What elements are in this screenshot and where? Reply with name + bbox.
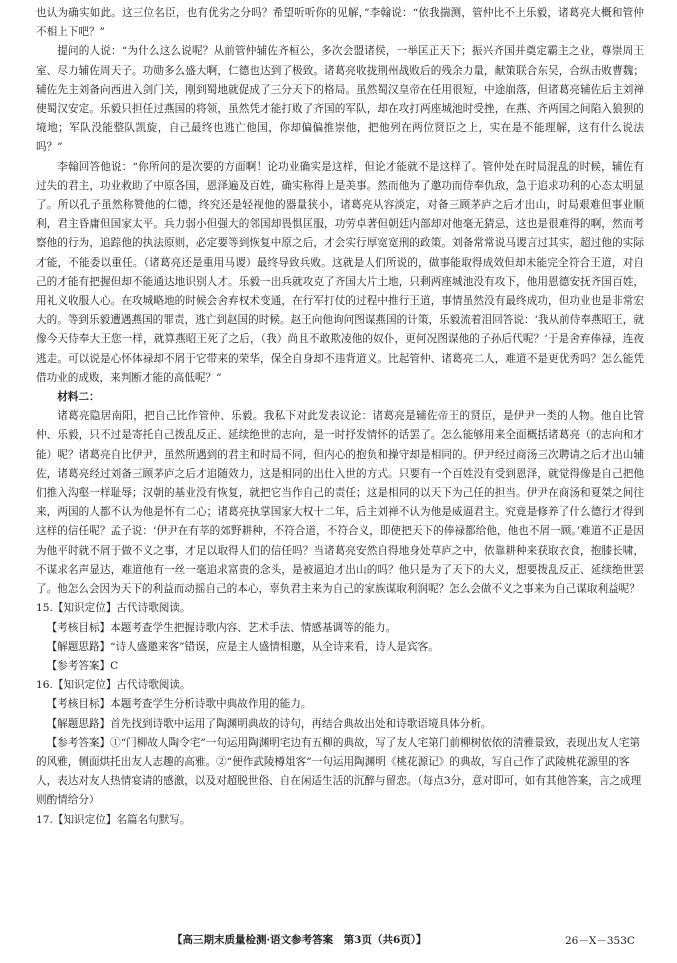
question-16-approach bbox=[36, 715, 644, 734]
question-number: 17. bbox=[36, 813, 53, 826]
section-label: 【考核目标】 bbox=[46, 621, 111, 634]
question-16-objective bbox=[36, 695, 644, 714]
section-label: 【知识定位】 bbox=[52, 602, 117, 615]
passage-paragraph-4: 诸葛亮隐居南阳，把自己比作管仲、乐毅。我私下对此发表议论：诸葛亮是辅佐帝王的贤臣，是伊尹一类的人物。他自比管仲、乐毅，只不过是寄托自己拨乱反正、延续绝世的志向，是一时抒发情怀的话罢了。怎么能够用来全面概括诸葛亮（的志向和才能）呢？诸葛亮自比伊尹，虽然所遇到的君主和时局不同，但内心的抱负和操守却是相同的。伊尹经过商汤三次聘请之后才出山辅佐，诸葛亮经过刘备三顾茅庐之后才追随效力，这是相同的出仕入世的方式。只要有一个百姓没有受到恩泽，就觉得像是自己把他们推入沟壑一样耻辱；汉朝的基业没有恢复，就把它当作自己的责任；这是相同的以天下为己任的担当。伊尹在商汤和夏桀之间往来，两国的人都不认为他是怀有二心；诸葛亮执掌国家大权十二年，后主刘禅不认为他是威逼君主。究竟是修养了什么德行才得到这样的信任呢？孟子说：‘伊尹在有莘的郊野耕种，不符合道，不符合义，即使把天下的俸禄都给他，他也不屑一顾。’难道不正是因为他平时就不屑于做不义之事，才足以取得人们的信任吗？当诸葛亮安然自得地身处草庐之中，依靠耕种来获取衣食，抱膝长啸，不谋求名声显达，难道他有一丝一毫追求富贵的念头，是被逼迫才出山的吗？他只是为了天下的大义，想要拨乱反正、延续绝世罢了。他怎么会因为天下的利益而动摇自己的本心，辜负君主来为自己的家族谋取利润呢？怎么会做不义之事来为自己谋取利益呢？ bbox=[36, 410, 644, 596]
page-footer bbox=[0, 932, 677, 952]
section-text: 古代诗歌阅读。 bbox=[116, 602, 191, 615]
footer-code: 26－X－353C bbox=[565, 935, 635, 947]
question-number: 15. bbox=[36, 602, 53, 615]
section-label: 【参考答案】 bbox=[46, 659, 111, 672]
question-16-answer bbox=[36, 734, 644, 811]
section-label: 【解题思路】 bbox=[46, 640, 111, 653]
question-15-knowledge bbox=[36, 599, 644, 618]
footer-title: 【高三期末质量检测·语文参考答案 第3页（共6页）】 bbox=[172, 934, 427, 946]
section-label: 【知识定位】 bbox=[52, 813, 117, 826]
question-16-knowledge bbox=[36, 676, 644, 695]
section-label: 【知识定位】 bbox=[52, 679, 117, 692]
section-label: 【解题思路】 bbox=[46, 717, 111, 730]
question-number: 16. bbox=[36, 679, 53, 692]
section-text: 首先找到诗歌中运用了陶渊明典故的诗句，再结合典故出处和诗歌语境具体分析。 bbox=[110, 717, 492, 730]
section-text: “诗人盛邀来客”错误，应是主人盛情相邀，从全诗来看，诗人是宾客。 bbox=[110, 640, 439, 653]
question-15 bbox=[36, 599, 644, 676]
question-15-approach bbox=[36, 638, 644, 657]
question-17-knowledge bbox=[36, 811, 644, 830]
page-content bbox=[36, 4, 644, 830]
section-label: 【考核目标】 bbox=[46, 698, 111, 711]
question-15-answer bbox=[36, 657, 644, 676]
passage-paragraph-2: 提问的人说：“为什么这么说呢？从前管仲辅佐齐桓公，多次会盟诸侯，一举匡正天下；振兴齐国并奠定霸主之业，尊崇周王室、尽力辅佐周天子。功勋多么盛大啊，仁德也达到了极致。诸葛亮收拢荆州战败后的残余力量，献策联合东吴，合纵击败曹魏；辅佐先主刘备向西进入剑门关，刚到蜀地就促成了三分天下的格局。虽然蜀汉皇帝在任用很短，中途崩落，但诸葛亮辅佐后主刘禅使蜀汉安定。乐毅只担任过燕国的将领，虽然凭才能打败了齐国的军队，却在攻打两座城池时受挫，在燕、齐两国之间陷入狼狈的境地；军队没能整队凯旋，自己最终也逃亡他国，你却偏偏推崇他，把他列在两位贤臣之上，实在是不能理解，这有什么说法吗？” bbox=[36, 45, 644, 154]
section-text: C bbox=[110, 659, 119, 672]
passage-paragraph-3: 李翰回答他说：“你所问的是次要的方面啊！论功业确实是这样，但论才能就不是这样了。管仲处在时局混乱的时候，辅佐有过失的君主，功业救助了中原各国，恩泽遍及百姓，确实称得上是美事。然而他为了邀功而侍奉仇敌，急于追求功利的心态太明显了。所以孔子虽然称赞他的仁德，终究还是轻视他的器量狭小，诸葛亮从容淡定，对备三顾茅庐之后才出山，时局艰难但事业顺利，君主昏庸但国家太平。兵力弱小但强大的邻国却畏惧匡服，功劳卓著但朝廷内部却对他毫无猜忌，这也是很难得的啊，然而考察他的行为，追踪他的执法原则，必定要等到恢复中原之后，才会实行厚宽宽刑的政策。刘备常常说马谡言过其实，超过他的实际才能，不能委以重任。（诸葛亮还是重用马谡）最终导致兵败。这就是人们所说的，做事能取得成效但却未能完全符合王道，对自己的才能有把握但却不能通达地识别人才。乐毅一出兵就攻克了齐国大片土地，只剩两座城池没有攻下，他用恩德安抚齐国百姓，用礼义收服人心。在攻城略地的时候会舍弃权术变通，在行军打仗的过程中推行王道，事情虽然没有最终成功，但功业也是非常宏大的。等到乐毅遭遇燕国的罪责，逃亡到赵国的时候。赵王向他询问图谋燕国的计策，乐毅流着泪回答说：‘我从前侍奉燕昭王，就像今天侍奉大王您一样，就算燕昭王死了之后，（我）尚且不敢欺凌他的奴仆，更何况图谋他的子孙后代呢？’于是舍弃俸禄，连夜逃走。可以说是心怀体禄却不屑于它带来的荣华，保全自身却不违背道义。比起管仲、诸葛亮二人，难道不是更优秀吗？怎么能凭借功业的成败，来判断才能的高低呢？” bbox=[36, 160, 644, 384]
section-text: ①“门柳故人陶令宅”一句运用陶渊明宅边有五柳的典故，写了友人宅第门前柳树依依的清雅景致，表现出友人宅第的风雅，侧面烘托出友人志趣的高雅。②“便作武陵樽俎客”一句运用陶渊明《桃花源记》的典故，写自己作了武陵桃花源里的客人，表达对友人热情宴请的感激，以及对超脱世俗、自在闲适生活的沉醉与留恋。（每点3分，意对即可，如有其他答案，言之成理则酌情给分） bbox=[36, 736, 642, 807]
material-two-heading: 材料二： bbox=[57, 391, 100, 404]
question-15-objective bbox=[36, 619, 644, 638]
question-17 bbox=[36, 811, 644, 830]
section-text: 名篇名句默写。 bbox=[116, 813, 191, 826]
section-text: 古代诗歌阅读。 bbox=[116, 679, 191, 692]
passage-paragraph-1: 也认为确实如此。这三位名臣，也有优劣之分吗？希望听听你的见解，”李翰说：“依我揣测，管仲比不上乐毅，诸葛亮大概和管仲不相上下吧？” bbox=[36, 7, 644, 39]
section-text: 本题考查学生把握诗歌内容、艺术手法、情感基调等的能力。 bbox=[110, 621, 397, 634]
question-16 bbox=[36, 676, 644, 810]
section-text: 本题考查学生分析诗歌中典故作用的能力。 bbox=[110, 698, 312, 711]
section-label: 【参考答案】 bbox=[46, 736, 111, 749]
